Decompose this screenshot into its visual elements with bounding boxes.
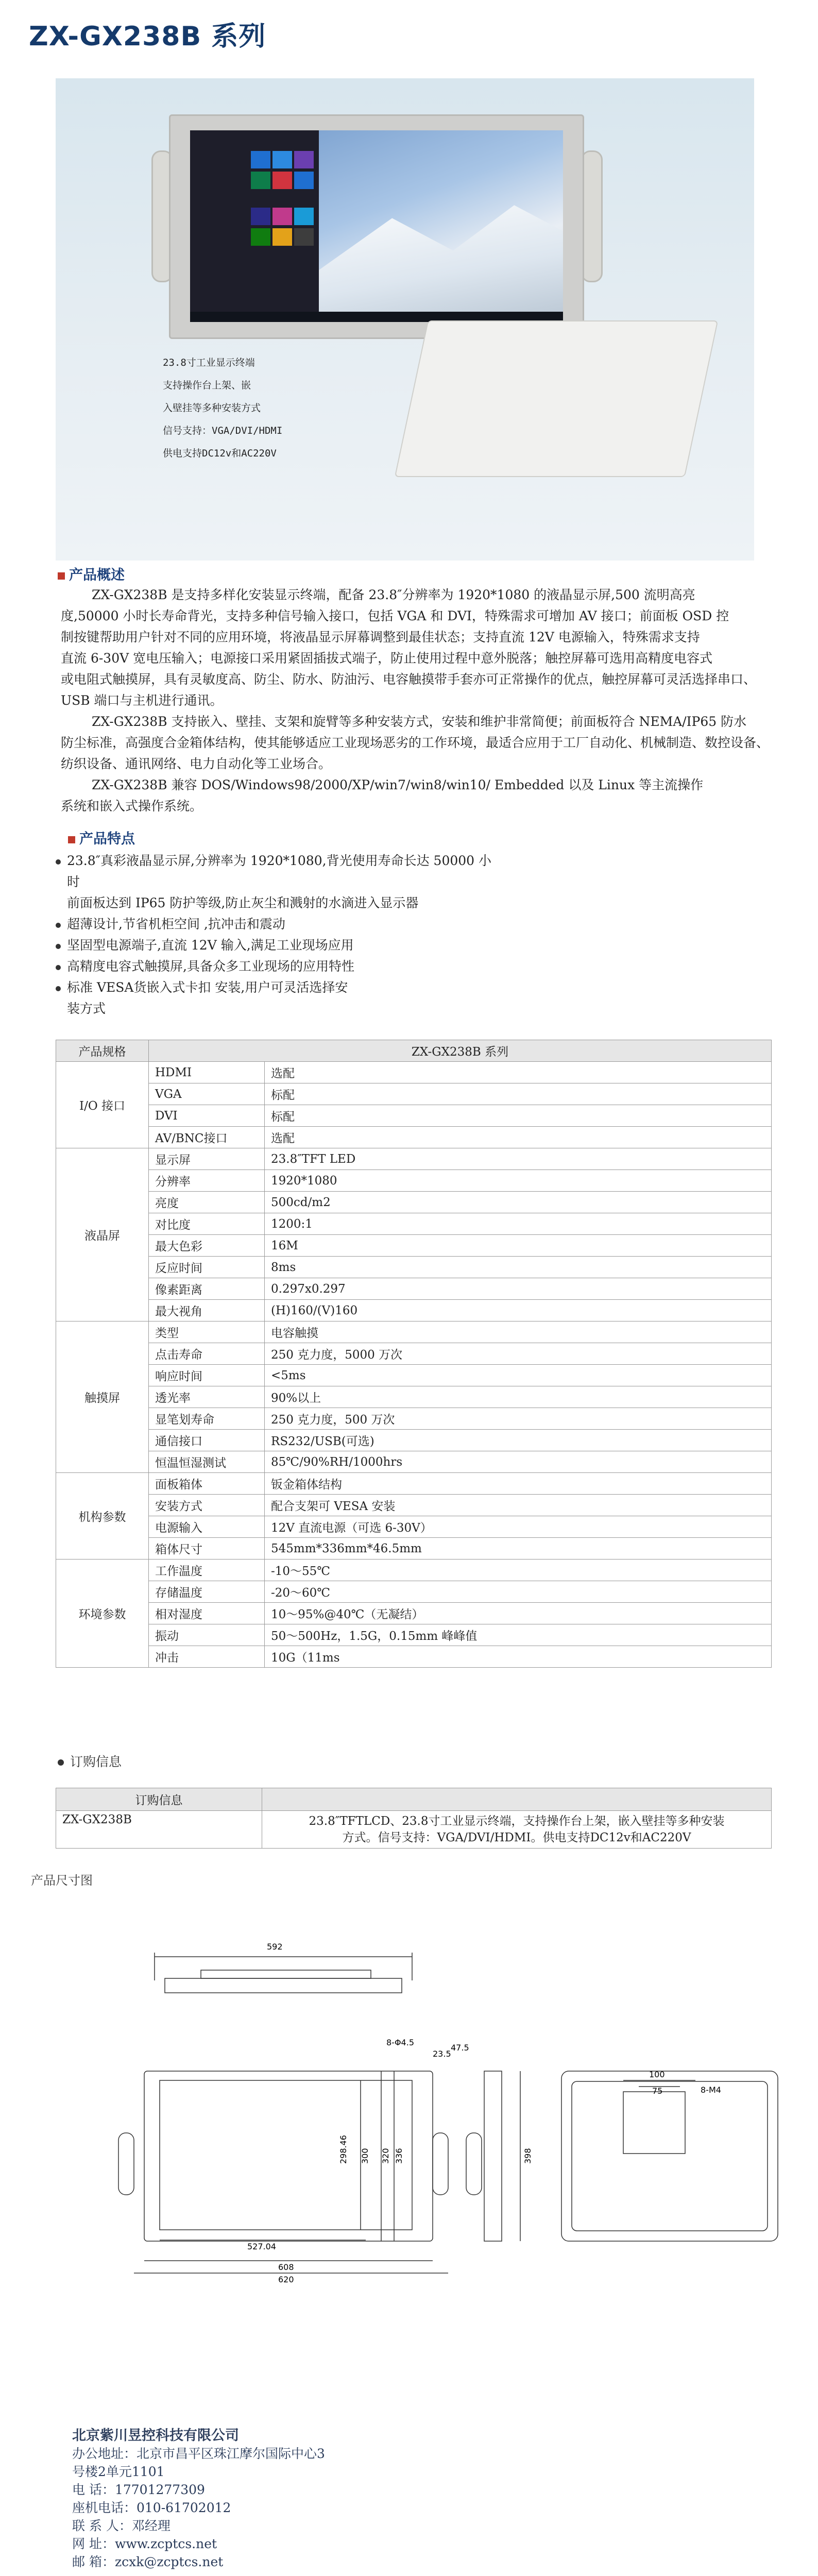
order-header-cell — [262, 1788, 772, 1811]
order-table — [56, 1788, 772, 1849]
spec-row — [56, 1408, 772, 1430]
spec-value: 配合支架可 VESA 安装 — [265, 1495, 772, 1516]
spec-key: 类型 — [149, 1321, 265, 1343]
contact-card — [72, 2427, 422, 2576]
spec-row — [56, 1192, 772, 1213]
spec-row — [56, 1321, 772, 1343]
dim-height-398: 398 — [523, 2148, 533, 2164]
contact-website[interactable]: 网 址：www.zcptcs.net — [72, 2536, 217, 2551]
spec-row — [56, 1624, 772, 1646]
spec-value: -10～55℃ — [265, 1560, 772, 1581]
spec-row — [56, 1560, 772, 1581]
hero-line: 入壁挂等多种安装方式 — [163, 402, 261, 414]
spec-key: AV/BNC接口 — [149, 1127, 265, 1148]
spec-row — [56, 1105, 772, 1127]
spec-row — [56, 1127, 772, 1148]
product-photo — [56, 78, 754, 561]
spec-row — [56, 1473, 772, 1495]
spec-value: 23.8″TFT LED — [265, 1148, 772, 1170]
spec-group-label: 环境参数 — [56, 1560, 149, 1668]
spec-value: 50～500Hz，1.5G，0.15mm 峰峰值 — [265, 1624, 772, 1646]
spec-key: 显笔划寿命 — [149, 1408, 265, 1430]
overview-line: 或电阻式触摸屏，具有灵敏度高、防尘、防水、防油污、电容触摸带手套亦可正常操作的优点，触控屏幕可灵活选择串口、 — [61, 672, 757, 687]
spec-key: 存储温度 — [149, 1581, 265, 1603]
overview-line: ZX-GX238B 支持嵌入、壁挂、支架和旋臂等多种安装方式，安装和维护非常简便；前面板符合 NEMA/IP65 防水 — [92, 714, 747, 729]
hero-caption — [163, 351, 282, 465]
spec-value: RS232/USB(可选) — [265, 1430, 772, 1451]
spec-key: VGA — [149, 1083, 265, 1105]
overview-text — [61, 584, 777, 817]
spec-value: 标配 — [265, 1083, 772, 1105]
dim-height-336: 336 — [394, 2148, 404, 2164]
order-bullet-icon — [58, 1759, 64, 1766]
feature-item: 坚固型电源端子,直流 12V 输入,满足工业现场应用 — [56, 935, 571, 956]
dim-vesa-75: 75 — [652, 2086, 663, 2096]
monitor-screen — [190, 130, 563, 322]
dim-active-height: 298.46 — [338, 2135, 348, 2164]
order-model: ZX-GX238B — [56, 1811, 262, 1849]
spec-key: 通信接口 — [149, 1430, 265, 1451]
spec-row — [56, 1300, 772, 1321]
order-heading: 订购信息 — [58, 1752, 122, 1770]
spec-key: 相对湿度 — [149, 1603, 265, 1624]
spec-value: 8ms — [265, 1257, 772, 1278]
spec-value: 1200:1 — [265, 1213, 772, 1235]
spec-row — [56, 1603, 772, 1624]
spec-row — [56, 1430, 772, 1451]
dim-height-300: 300 — [360, 2148, 370, 2164]
overview-heading: 产品概述 — [58, 564, 125, 584]
spec-group-label: 液晶屏 — [56, 1148, 149, 1321]
spec-row — [56, 1516, 772, 1538]
right-handle — [581, 150, 603, 282]
page-title: ZX-GX238B 系列 — [29, 21, 266, 52]
spec-key: DVI — [149, 1105, 265, 1127]
spec-key: 最大色彩 — [149, 1235, 265, 1257]
feature-item: 标准 VESA货嵌入式卡扣 安装,用户可灵活选择安 — [56, 977, 571, 998]
spec-key: 振动 — [149, 1624, 265, 1646]
spec-row — [56, 1581, 772, 1603]
spec-row — [56, 1235, 772, 1257]
spec-value: 1920*1080 — [265, 1170, 772, 1192]
spec-value: 10～95%@40℃（无凝结） — [265, 1603, 772, 1624]
spec-value: 0.297x0.297 — [265, 1278, 772, 1300]
spec-value: 545mm*336mm*46.5mm — [265, 1538, 772, 1560]
spec-key: 最大视角 — [149, 1300, 265, 1321]
spec-row — [56, 1365, 772, 1386]
overview-line: 直流 6-30V 宽电压输入；电源接口采用紧固插拔式端子，防止使用过程中意外脱落；触控屏幕可选用高精度电容式 — [61, 651, 713, 666]
feature-item: 23.8″真彩液晶显示屏,分辨率为 1920*1080,背光使用寿命长达 50000 小 — [56, 850, 571, 871]
spec-row — [56, 1083, 772, 1105]
spec-key: 显示屏 — [149, 1148, 265, 1170]
order-header-cell: 订购信息 — [56, 1788, 262, 1811]
spec-key: 点击寿命 — [149, 1343, 265, 1365]
spec-header-cell: ZX-GX238B 系列 — [149, 1040, 772, 1062]
spec-value: -20～60℃ — [265, 1581, 772, 1603]
dim-screws: 8-M4 — [701, 2085, 721, 2095]
spec-value: 钣金箱体结构 — [265, 1473, 772, 1495]
spec-value: 电容触摸 — [265, 1321, 772, 1343]
spec-value: 选配 — [265, 1062, 772, 1083]
feature-item: 时 — [67, 874, 80, 889]
spec-value: 500cd/m2 — [265, 1192, 772, 1213]
spec-value: 选配 — [265, 1127, 772, 1148]
spec-key: 亮度 — [149, 1192, 265, 1213]
spec-row — [56, 1170, 772, 1192]
spec-value: (H)160/(V)160 — [265, 1300, 772, 1321]
dim-width-620: 620 — [278, 2275, 294, 2284]
spec-key: 电源输入 — [149, 1516, 265, 1538]
contact-person: 联 系 人：邓经理 — [72, 2518, 171, 2533]
spec-key: 恒温恒湿测试 — [149, 1451, 265, 1473]
spec-value: 90%以上 — [265, 1386, 772, 1408]
spec-value: 16M — [265, 1235, 772, 1257]
spec-row — [56, 1538, 772, 1560]
spec-value: 12V 直流电源（可选 6-30V） — [265, 1516, 772, 1538]
spec-table — [56, 1040, 772, 1668]
spec-row — [56, 1148, 772, 1170]
spec-key: 工作温度 — [149, 1560, 265, 1581]
company-name: 北京紫川昱控科技有限公司 — [72, 2428, 239, 2444]
order-row — [56, 1811, 772, 1849]
features-heading: 产品特点 — [68, 827, 135, 848]
drawing-heading: 产品尺寸图 — [31, 1873, 93, 1888]
dim-vesa-100: 100 — [649, 2070, 665, 2079]
dim-depth: 47.5 — [451, 2043, 469, 2053]
order-header-row — [56, 1788, 772, 1811]
spec-row — [56, 1343, 772, 1365]
spec-value: <5ms — [265, 1365, 772, 1386]
dim-active-width: 527.04 — [247, 2242, 276, 2251]
contact-address: 办公地址：北京市昌平区珠江摩尔国际中心3 — [72, 2446, 325, 2461]
spec-row — [56, 1257, 772, 1278]
spec-value: 标配 — [265, 1105, 772, 1127]
feature-item: 高精度电容式触摸屏,具备众多工业现场的应用特性 — [56, 956, 571, 977]
dim-height-320: 320 — [381, 2148, 390, 2164]
overview-line: ZX-GX238B 是支持多样化安装显示终端，配备 23.8″分辨率为 1920*1080 的液晶显示屏,500 流明高亮 — [92, 587, 695, 602]
contact-email[interactable]: 邮 箱：zcxk@zcptcs.net — [72, 2554, 224, 2569]
spec-key: 箱体尺寸 — [149, 1538, 265, 1560]
overview-line: ZX-GX238B 兼容 DOS/Windows98/2000/XP/win7/win8/win10/ Embedded 以及 Linux 等主流操作 — [92, 777, 704, 792]
heading-bullet-icon — [68, 836, 75, 843]
hero-line: 支持操作台上架、嵌 — [163, 380, 251, 391]
spec-group-label: 触摸屏 — [56, 1321, 149, 1473]
feature-item: 前面板达到 IP65 防护等级,防止灰尘和溅射的水滴进入显示器 — [67, 895, 419, 910]
dim-top-width: 592 — [267, 1942, 283, 1952]
hero-line: 供电支持DC12v和AC220V — [163, 448, 277, 459]
spec-row — [56, 1451, 772, 1473]
features-list — [56, 850, 571, 1019]
monitor-back — [395, 320, 719, 477]
spec-key: 分辨率 — [149, 1170, 265, 1192]
contact-phone: 电 话：17701277309 — [72, 2482, 205, 2497]
spec-key: HDMI — [149, 1062, 265, 1083]
spec-key: 安装方式 — [149, 1495, 265, 1516]
spec-row — [56, 1495, 772, 1516]
dimension-drawing — [31, 1917, 793, 2287]
heading-bullet-icon — [58, 572, 65, 580]
spec-row — [56, 1213, 772, 1235]
spec-value: 250 克力度，500 万次 — [265, 1408, 772, 1430]
dim-hole: 8-Φ4.5 — [386, 2038, 414, 2047]
dim-depth-inner: 23.5 — [433, 2049, 451, 2059]
spec-header-cell: 产品规格 — [56, 1040, 149, 1062]
monitor-front — [169, 114, 584, 339]
spec-group-label: 机构参数 — [56, 1473, 149, 1560]
spec-value: 10G（11ms — [265, 1646, 772, 1668]
overview-line: 纺织设备、通讯网络、电力自动化等工业场合。 — [61, 756, 332, 771]
overview-line: 系统和嵌入式操作系统。 — [61, 799, 203, 814]
contact-landline: 座机电话：010-61702012 — [72, 2500, 231, 2515]
hero-line: 信号支持：VGA/DVI/HDMI — [163, 425, 283, 436]
spec-key: 冲击 — [149, 1646, 265, 1668]
hero-line: 23.8寸工业显示终端 — [163, 357, 255, 368]
spec-key: 像素距离 — [149, 1278, 265, 1300]
spec-key: 对比度 — [149, 1213, 265, 1235]
spec-row — [56, 1062, 772, 1083]
spec-key: 面板箱体 — [149, 1473, 265, 1495]
spec-value: 85℃/90%RH/1000hrs — [265, 1451, 772, 1473]
contact-address-2: 号楼2单元1101 — [72, 2464, 165, 2479]
spec-group-label: I/O 接口 — [56, 1062, 149, 1148]
spec-key: 透光率 — [149, 1386, 265, 1408]
dim-width-608: 608 — [278, 2262, 294, 2272]
overview-line: 制按键帮助用户针对不同的应用环境，将液晶显示屏幕调整到最佳状态；支持直流 12V 电源输入，特殊需求支持 — [61, 630, 700, 645]
spec-row — [56, 1386, 772, 1408]
start-menu — [190, 130, 319, 322]
overview-line: 防尘标准，高强度合金箱体结构，使其能够适应工业现场恶劣的工作环境，最适合应用于工厂自动化、机械制造、数控设备、 — [61, 735, 770, 750]
spec-header-row — [56, 1040, 772, 1062]
overview-line: 度,50000 小时长寿命背光，支持多种信号输入接口，包括 VGA 和 DVI，特殊需求可增加 AV 接口；前面板 OSD 控 — [61, 608, 729, 623]
spec-key: 响应时间 — [149, 1365, 265, 1386]
spec-value: 250 克力度，5000 万次 — [265, 1343, 772, 1365]
overview-line: USB 端口与主机进行通讯。 — [61, 693, 223, 708]
feature-item: 装方式 — [67, 1001, 106, 1016]
spec-row — [56, 1278, 772, 1300]
feature-item: 超薄设计,节省机柜空间 ,抗冲击和震动 — [56, 913, 571, 935]
spec-key: 反应时间 — [149, 1257, 265, 1278]
spec-row — [56, 1646, 772, 1668]
order-desc: 23.8″TFTLCD、23.8寸工业显示终端，支持操作台上架，嵌入壁挂等多种安装 方式。信号支持：VGA/DVI/HDMI。供电支持DC12v和AC220V — [262, 1811, 772, 1849]
